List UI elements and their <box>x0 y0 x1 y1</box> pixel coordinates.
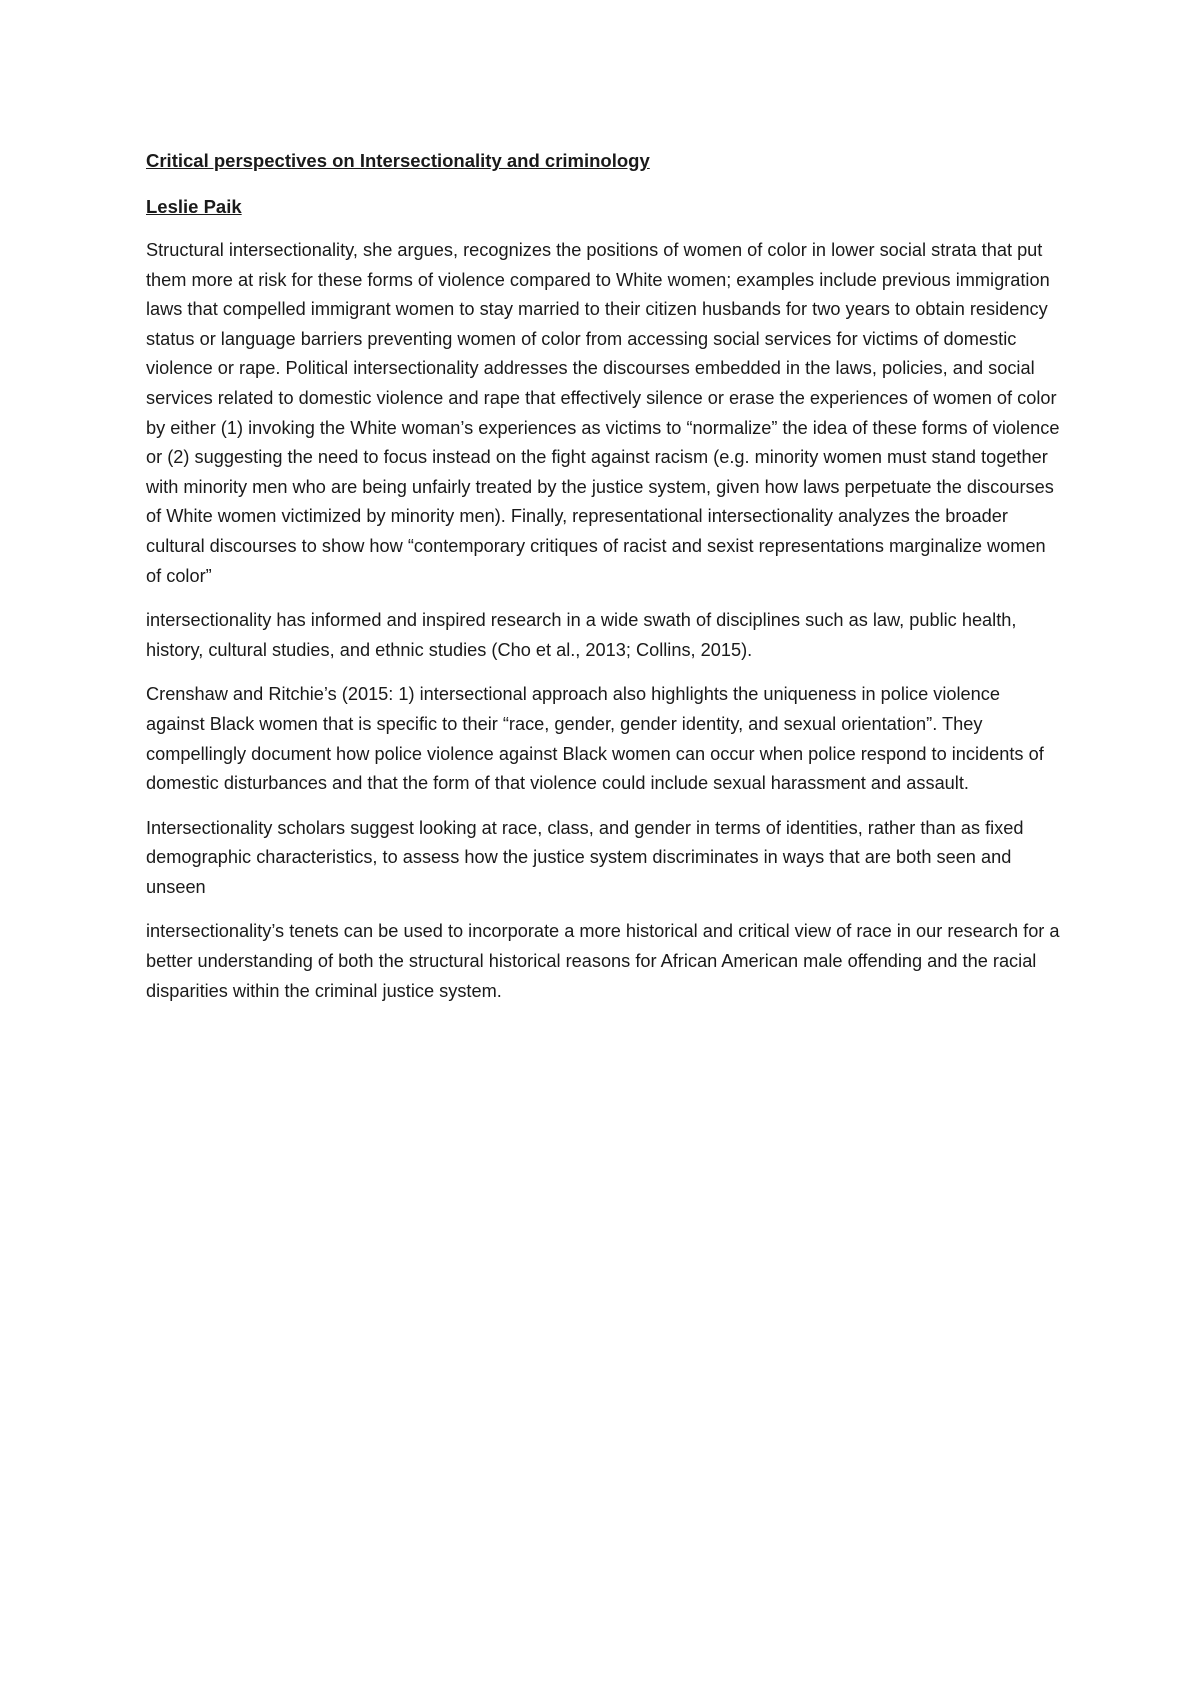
paragraph-disciplines: intersectionality has informed and inspired research in a wide swath of disciplines such as law, public health, history, cultural studies, and ethnic studies (Cho et al., 2013; Collins, 2015). <box>146 610 1017 660</box>
document-author: Leslie Paik <box>146 196 242 217</box>
document-title: Critical perspectives on Intersectionality and criminology <box>146 150 650 171</box>
paragraph-tenets: intersectionality’s tenets can be used to incorporate a more historical and critical view of race in our research for a better understanding of both the structural historical reasons for African American male offending and the racial disparities within the criminal justice system. <box>146 921 1060 1001</box>
document-body <box>146 146 1062 1021</box>
paragraph-police-violence: Crenshaw and Ritchie’s (2015: 1) intersectional approach also highlights the uniqueness in police violence against Black women that is specific to their “race, gender, gender identity, and sexual orientation”. They compellingly document how police violence against Black women can occur when police respond to incidents of domestic disturbances and that the form of that violence could include sexual harassment and assault. <box>146 684 1044 794</box>
paragraph-structural-intersectionality: Structural intersectionality, she argues, recognizes the positions of women of color in lower social strata that put them more at risk for these forms of violence compared to White women; examples include previous immigration laws that compelled immigrant women to stay married to their citizen husbands for two years to obtain residency status or language barriers preventing women of color from accessing social services for victims of domestic violence or rape. Political intersectionality addresses the discourses embedded in the laws, policies, and social services related to domestic violence and rape that effectively silence or erase the experiences of women of color by either (1) invoking the White woman’s experiences as victims to “normalize” the idea of these forms of violence or (2) suggesting the need to focus instead on the fight against racism (e.g. minority women must stand together with minority men who are being unfairly treated by the justice system, given how laws perpetuate the discourses of White women victimized by minority men). Finally, representational intersectionality analyzes the broader cultural discourses to show how “contemporary critiques of racist and sexist representations marginalize women of color” <box>146 240 1060 586</box>
paragraph-identities: Intersectionality scholars suggest looking at race, class, and gender in terms of identities, rather than as fixed demographic characteristics, to assess how the justice system discriminates in ways that are both seen and unseen <box>146 817 1024 897</box>
